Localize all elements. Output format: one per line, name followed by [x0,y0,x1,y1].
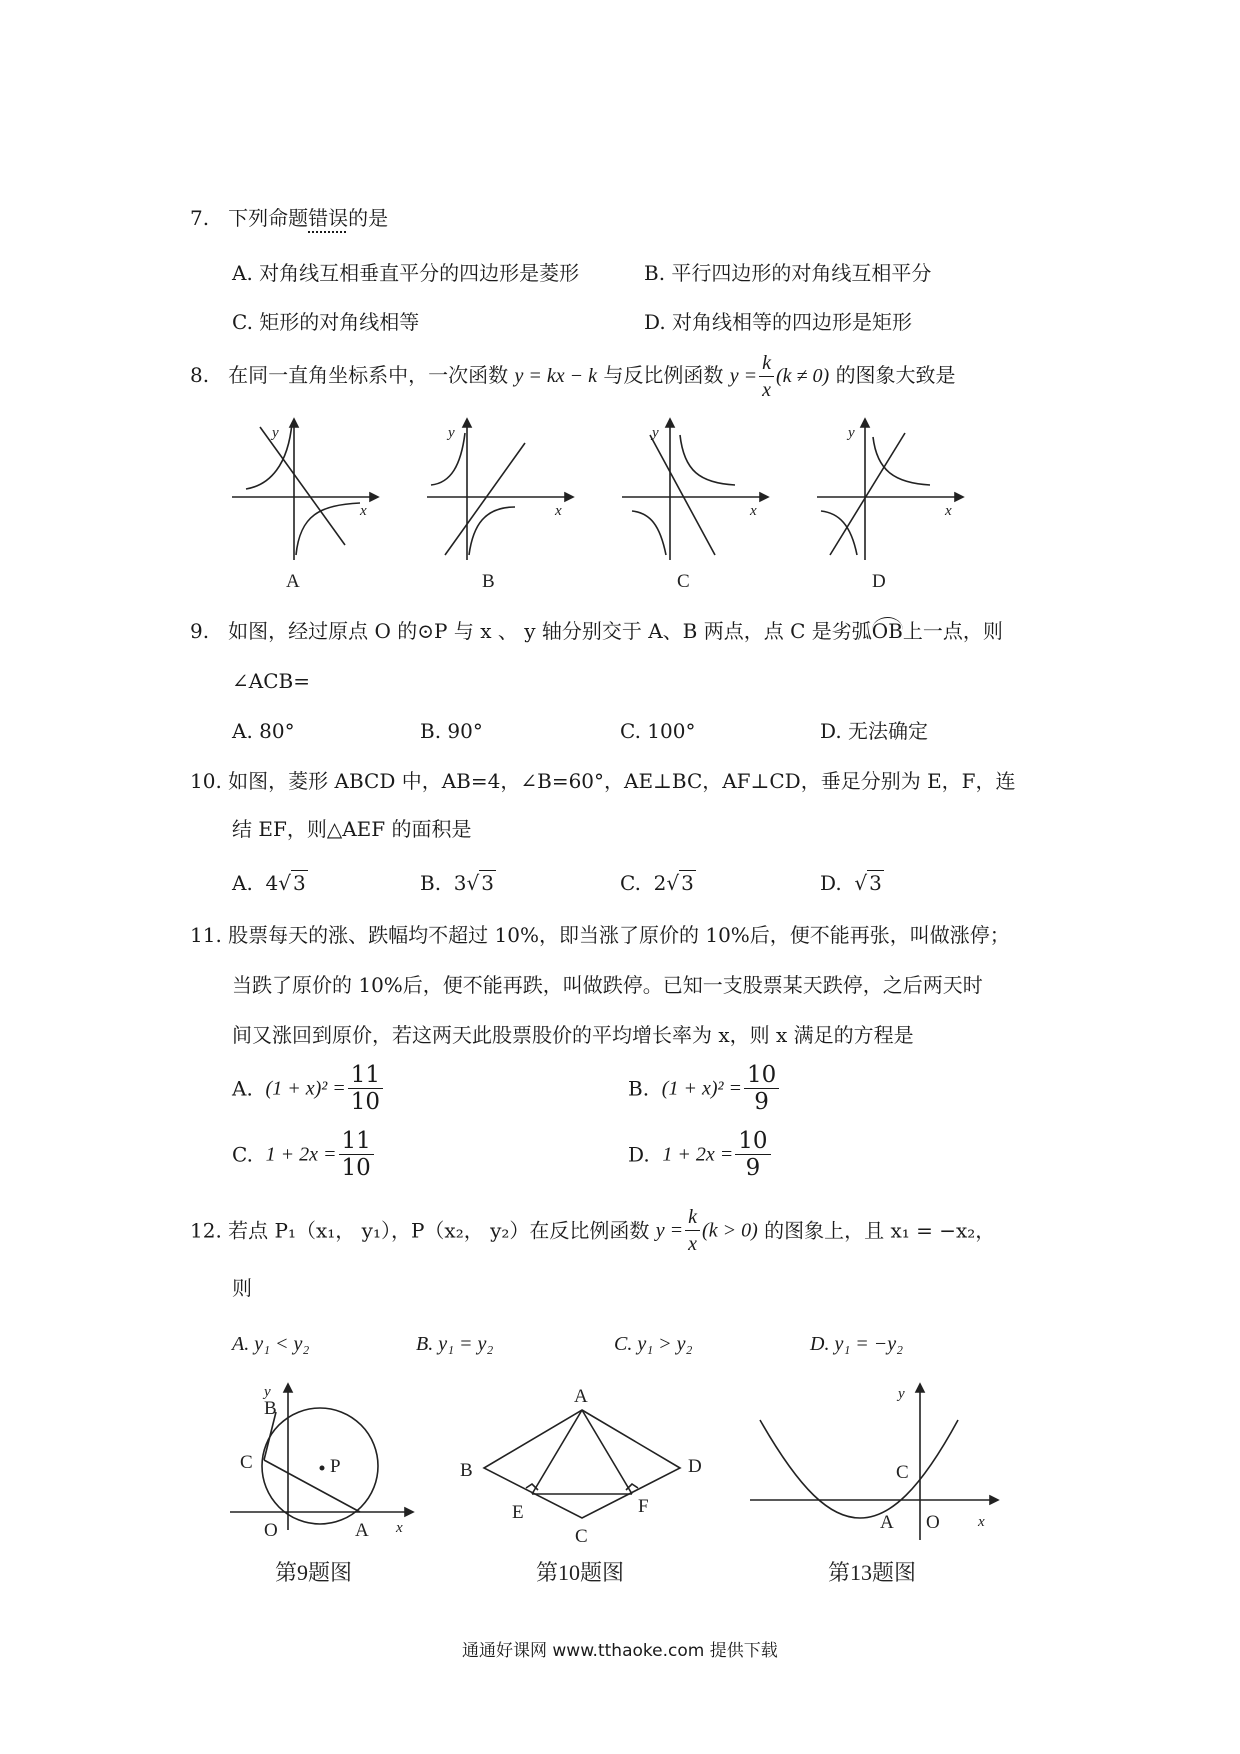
q9-stem: 9. 如图，经过原点 O 的⊙P 与 x 、 y 轴分别交于 A、B 两点，点 C 是劣弧OB上一点，则 [190,619,1003,643]
q8-fraction: $\frac{k}{x}$ [759,350,774,403]
q9-option-c: C. 100° [620,719,696,743]
q7-option-c: C. 矩形的对角线相等 [232,310,420,334]
fig9-diagram [230,1384,413,1530]
fig13-caption: 第13题图 [828,1560,917,1585]
q9-option-d: D. 无法确定 [820,719,929,743]
q11-option-d: D. 1 + 2x = $\frac{10}{9}$ [628,1128,773,1181]
fig9-center-dot [320,1466,325,1471]
q10-option-b: B. 3√ 3 [420,871,494,895]
fig9-label-c: C [240,1452,253,1473]
q12-stem: 12. 若点 P₁（x₁， y₁），P（x₂， y₂）在反比例函数 y = $\frac{k}{x}$ (k > 0) 的图象上，且 x₁ = −x₂， [190,1206,996,1255]
q8-graph-a-x: x [360,503,367,519]
fig10-label-c: C [575,1526,588,1547]
q11-option-c: C. 1 + 2x = $\frac{11}{10}$ [232,1128,376,1181]
fig10-label-d: D [688,1456,702,1477]
fig10-label-e: E [512,1502,524,1523]
fig9-label-b: B [264,1398,277,1419]
fig10-caption: 第10题图 [536,1560,625,1585]
q12-option-d: D. y₁ = −y₂ [810,1333,904,1355]
figures-row [220,1380,1010,1600]
q12-option-c: C. y₁ > y₂ [614,1333,693,1355]
q8-graph-d [817,419,963,560]
fig10-label-f: F [638,1496,649,1517]
fig13-label-a: A [880,1512,894,1533]
q9-stem-line2: ∠ACB= [232,669,310,693]
fig9-caption: 第9题图 [275,1560,353,1585]
q9-arc: OB [871,619,903,643]
q12-option-a: A. y₁ < y₂ [232,1333,310,1355]
q8-graph-a-y: y [272,425,279,441]
q10-stem-line2: 结 EF，则△AEF 的面积是 [232,817,472,841]
fig13-label-o: O [926,1512,940,1533]
q12-stem-line2: 则 [232,1276,252,1300]
q10-option-d: D. √ 3 [820,871,882,895]
q8-label-b: B [482,571,495,592]
q7-option-b: B. 平行四边形的对角线互相平分 [644,261,932,285]
fig9-label-o: O [264,1520,278,1541]
q8-stem: 8. 在同一直角坐标系中，一次函数 y = kx − k 与反比例函数 y = $\frac{k}{x}$ (k ≠ 0) 的图象大致是 [190,352,956,401]
q10-option-a: A. 4√ 3 [232,871,306,895]
q8-graph-a [232,419,378,560]
fig10-label-a: A [574,1386,588,1407]
q8-graph-b-x: x [555,503,562,519]
q9-option-b: B. 90° [420,719,483,743]
q7-option-d: D. 对角线相等的四边形是矩形 [644,310,913,334]
q8-graph-b-y: y [448,425,455,441]
fig13-label-y: y [898,1386,905,1402]
page-footer: 通通好课网 www.tthaoke.com 提供下载 [462,1641,778,1661]
q10-stem: 10. 如图，菱形 ABCD 中，AB=4，∠B=60°，AE⊥BC，AF⊥CD，垂足分别为 E，F，连 [190,769,1016,793]
q11-option-b: B. (1 + x)² = $\frac{10}{9}$ [628,1062,781,1115]
q10-option-c: C. 2√ 3 [620,871,694,895]
q11-stem-line3: 间又涨回到原价，若这两天此股票股价的平均增长率为 x，则 x 满足的方程是 [232,1023,914,1047]
fig9-label-a: A [355,1520,369,1541]
fig9-label-p: P [330,1456,341,1477]
q8-graph-d-x: x [945,503,952,519]
q8-label-a: A [286,571,300,592]
fig13-diagram [750,1384,998,1540]
q9-option-a: A. 80° [232,719,295,743]
fig9-label-x: x [396,1520,403,1536]
q8-graph-c-x: x [750,503,757,519]
q8-graphs [220,415,1000,595]
fig13-label-c: C [896,1462,909,1483]
q8-graph-c [622,419,768,560]
q8-graph-c-y: y [652,425,659,441]
q8-label-c: C [677,571,690,592]
q11-stem: 11. 股票每天的涨、跌幅均不超过 10%，即当涨了原价的 10%后，便不能再张，叫做涨停； [190,923,1010,947]
fig13-label-x: x [978,1514,985,1530]
q11-stem-line2: 当跌了原价的 10%后，便不能再跌，叫做跌停。已知一支股票某天跌停，之后两天时 [232,973,983,997]
q8-label-d: D [872,571,886,592]
q8-graph-d-y: y [848,425,855,441]
q12-option-b: B. y₁ = y₂ [416,1333,494,1355]
q11-option-a: A. (1 + x)² = $\frac{11}{10}$ [232,1062,385,1115]
q7-stem: 7. 下列命题错误的是 [190,206,389,230]
q7-option-a: A. 对角线互相垂直平分的四边形是菱形 [232,261,580,285]
fig10-label-b: B [460,1460,473,1481]
fig9-label-y: y [264,1384,271,1400]
